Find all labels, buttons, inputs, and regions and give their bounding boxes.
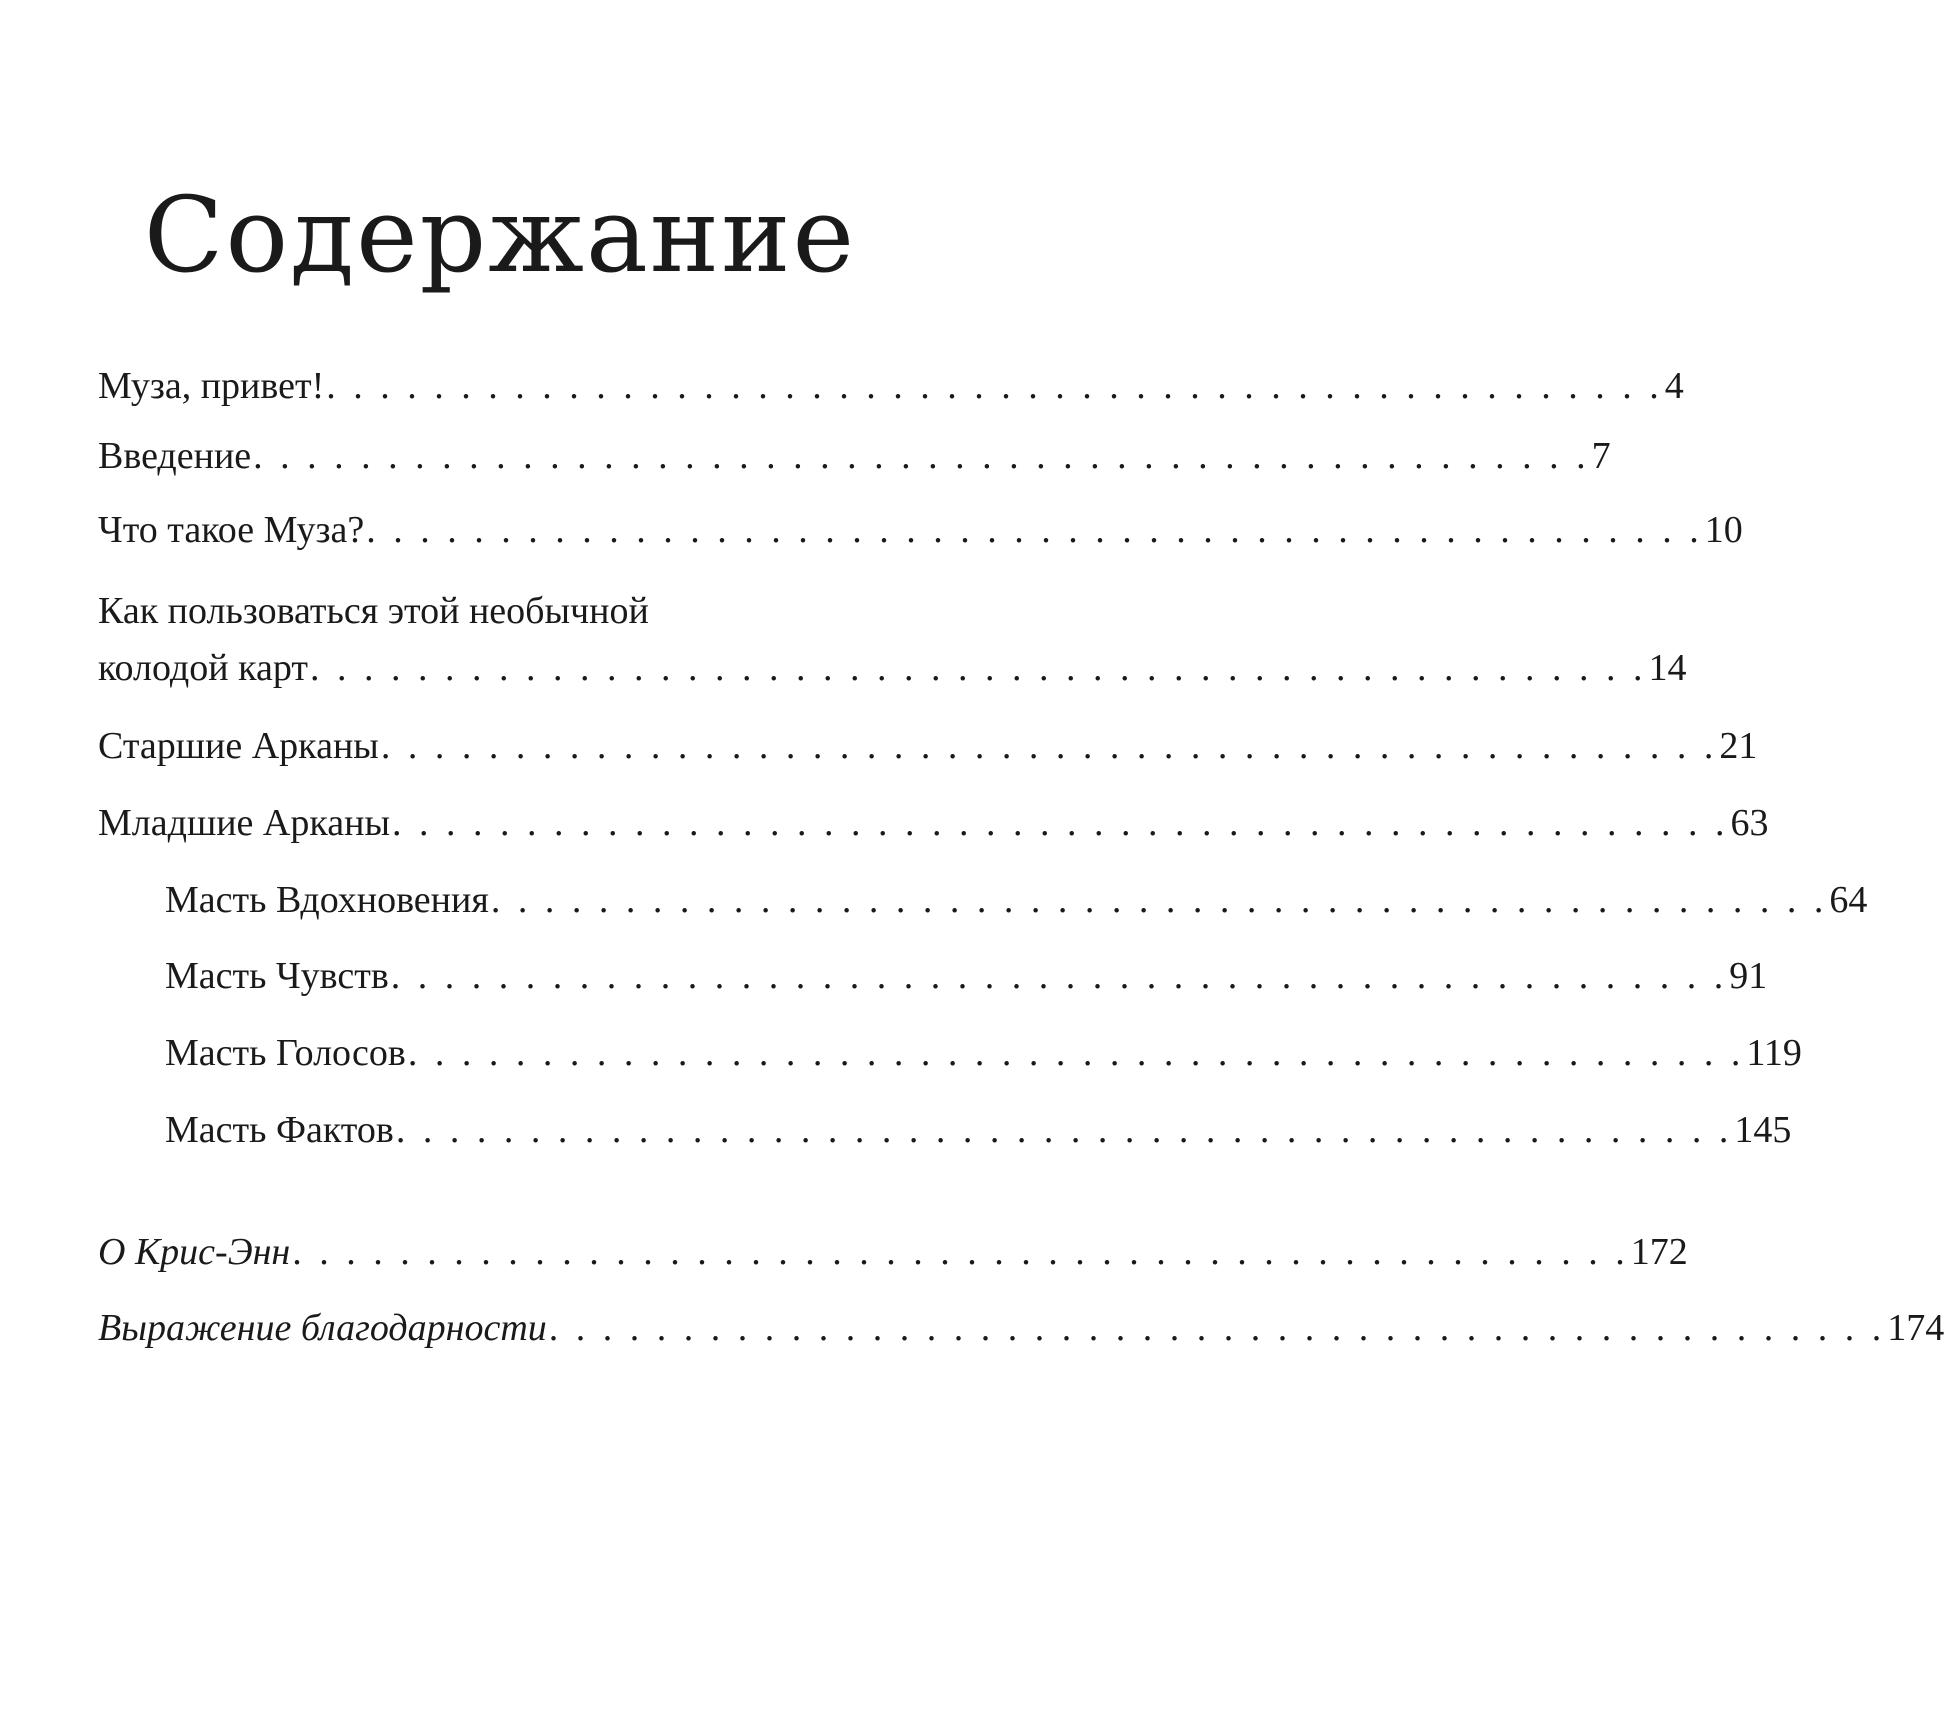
toc-page-number: 14 [1648, 647, 1687, 689]
toc-entry-title: Выражение благодарности [98, 1307, 547, 1349]
toc-entry-title: О Крис-Энн [98, 1231, 291, 1273]
dot-leader: . . . . . . . . . . . . . . . . . . . . . . . . . . . . . . . . . . . . . . . . . . . . . . . . . . [490, 879, 1828, 921]
toc-page-number: 64 [1829, 879, 1868, 921]
toc-entry-title: Младшие Арканы [98, 802, 390, 844]
dot-leader: . . . . . . . . . . . . . . . . . . . . . . . . . . . . . . . . . . . . . . . . . . . . . . . . . . [309, 647, 1647, 689]
toc-entry-title: Муза, привет! [98, 365, 325, 407]
toc-page-number: 21 [1719, 725, 1758, 767]
dot-leader: . . . . . . . . . . . . . . . . . . . . . . . . . . . . . . . . . . . . . . . . . . . . . . . . . . [253, 435, 1590, 477]
dot-leader: . . . . . . . . . . . . . . . . . . . . . . . . . . . . . . . . . . . . . . . . . . . . . . . . . . [366, 509, 1703, 551]
toc-page-number: 10 [1704, 509, 1743, 551]
toc-entry-title-line1[interactable]: Как пользоваться этой необычной [98, 590, 649, 632]
toc-page-number: 174 [1887, 1307, 1944, 1349]
toc-subentry[interactable] [165, 948, 1768, 1004]
toc-page-number: 119 [1746, 1032, 1802, 1074]
toc-subentry[interactable] [165, 1025, 1802, 1081]
dot-leader: . . . . . . . . . . . . . . . . . . . . . . . . . . . . . . . . . . . . . . . . . . . . . . . . . . [380, 725, 1718, 767]
toc-entry-title: Старшие Арканы [98, 725, 379, 767]
dot-leader: . . . . . . . . . . . . . . . . . . . . . . . . . . . . . . . . . . . . . . . . . . . . . . . . . . [391, 802, 1729, 844]
toc-entry[interactable] [98, 1224, 1688, 1280]
toc-subentry[interactable] [165, 1102, 1792, 1158]
toc-page-number: 145 [1734, 1109, 1792, 1151]
toc-page-number: 7 [1591, 435, 1611, 477]
dot-leader: . . . . . . . . . . . . . . . . . . . . . . . . . . . . . . . . . . . . . . . . . . . . . . . . . . [390, 955, 1728, 997]
dot-leader: . . . . . . . . . . . . . . . . . . . . . . . . . . . . . . . . . . . . . . . . . . . . . . . . . . [407, 1032, 1745, 1074]
toc-entry-title: Введение [98, 435, 252, 477]
toc-page-number: 4 [1664, 365, 1684, 407]
toc-entry[interactable] [98, 428, 1611, 484]
toc-entry-title: Масть Вдохновения [165, 879, 489, 921]
toc-entry[interactable] [98, 718, 1758, 774]
toc-entry[interactable] [98, 502, 1743, 558]
dot-leader: . . . . . . . . . . . . . . . . . . . . . . . . . . . . . . . . . . . . . . . . . . . . . . . . . . [326, 365, 1663, 407]
dot-leader: . . . . . . . . . . . . . . . . . . . . . . . . . . . . . . . . . . . . . . . . . . . . . . . . . . [548, 1307, 1886, 1349]
toc-page-number: 172 [1630, 1231, 1688, 1273]
toc-entry[interactable] [98, 1300, 1944, 1356]
toc-entry-title: Масть Голосов [165, 1032, 406, 1074]
toc-entry[interactable] [98, 358, 1684, 414]
toc-entry-title: колодой карт [98, 647, 308, 689]
toc-subentry[interactable] [165, 872, 1868, 928]
toc-entry[interactable] [98, 640, 1687, 696]
toc-page-number: 63 [1730, 802, 1769, 844]
toc-page-number: 91 [1729, 955, 1768, 997]
page-title: Содержание [143, 174, 857, 296]
dot-leader: . . . . . . . . . . . . . . . . . . . . . . . . . . . . . . . . . . . . . . . . . . . . . . . . . . [395, 1109, 1733, 1151]
toc-entry-title: Масть Чувств [165, 955, 389, 997]
toc-entry[interactable] [98, 795, 1769, 851]
toc-entry-title: Масть Фактов [165, 1109, 394, 1151]
toc-entry-title: Что такое Муза? [98, 509, 365, 551]
dot-leader: . . . . . . . . . . . . . . . . . . . . . . . . . . . . . . . . . . . . . . . . . . . . . . . . . . [292, 1231, 1629, 1273]
